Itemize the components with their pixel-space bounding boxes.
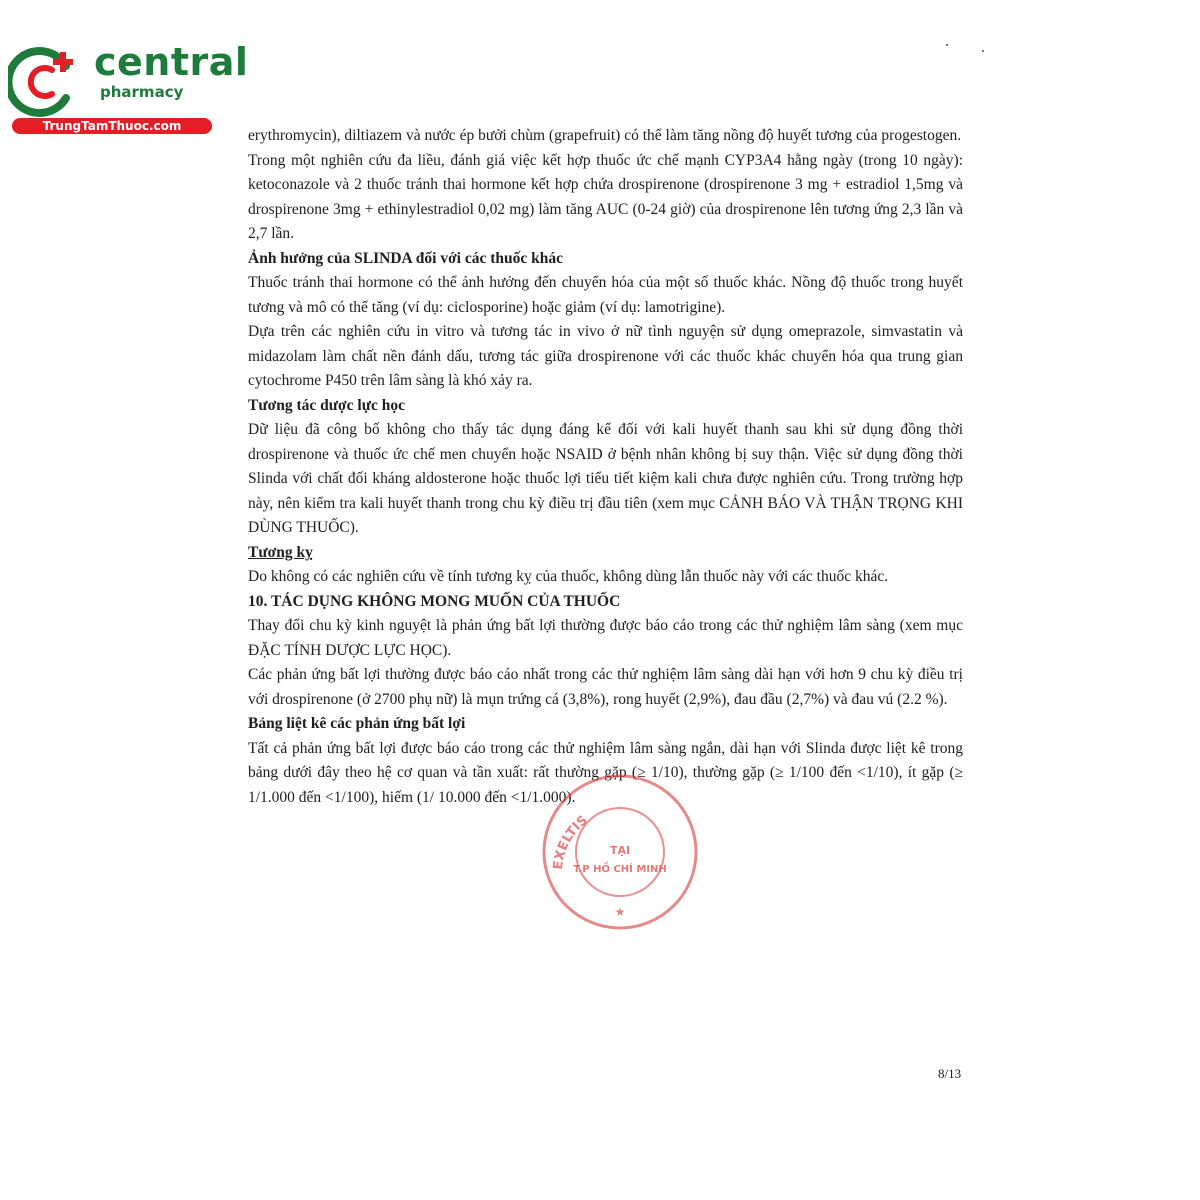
svg-text:EXELTIS <box>551 813 591 871</box>
section-heading: Tương kỵ <box>248 543 313 561</box>
scan-mark <box>946 44 948 46</box>
paragraph: Trong một nghiên cứu đa liều, đánh giá việc kết hợp thuốc ức chế mạnh CYP3A4 hằng ngày (trong 10 ngày): ketoconazole và 2 thuốc tránh thai hormone kết hợp chứa drospirenone (drospirenone 3 mg + estradiol 1,5mg và drospirenone 3mg + ethinylestradiol 0,02 mg) làm tăng AUC (0-24 giờ) của drospirenone lên tương ứng 2,3 lần và 2,7 lần. <box>248 151 963 242</box>
paragraph: Thay đổi chu kỳ kinh nguyệt là phản ứng bất lợi thường được báo cáo trong các thử nghiệm lâm sàng (xem mục ĐẶC TÍNH DƯỢC LỰC HỌC). <box>248 617 963 659</box>
pharmacy-plus-icon <box>8 36 92 120</box>
official-stamp <box>538 770 703 935</box>
document-body <box>248 124 963 810</box>
section-heading: Bảng liệt kê các phản ứng bất lợi <box>248 715 466 732</box>
logo-brand-name: central <box>94 40 249 84</box>
section-heading: Ảnh hưởng của SLINDA đối với các thuốc khác <box>248 249 564 267</box>
paragraph: Dữ liệu đã công bố không cho thấy tác dụng đáng kể đối với kali huyết thanh sau khi sử dụng đồng thời drospirenone và thuốc ức chế men chuyển hoặc NSAID ở bệnh nhân không bị suy thận. Việc sử dụng đồng thời Slinda với chất đối kháng aldosterone hoặc thuốc lợi tiểu tiết kiệm kali chưa được nghiên cứu. Trong trường hợp này, nên kiểm tra kali huyết thanh trong chu kỳ điều trị đầu tiên (xem mục CẢNH BÁO VÀ THẬN TRỌNG KHI DÙNG THUỐC). <box>248 421 963 536</box>
page-number: 8/13 <box>938 1066 962 1081</box>
scan-mark <box>982 50 984 52</box>
stamp-ring-text: EXELTIS <box>550 812 591 871</box>
paragraph: Do không có các nghiên cứu về tính tương kỵ của thuốc, không dùng lẫn thuốc này với các thuốc khác. <box>248 568 889 585</box>
paragraph: Dựa trên các nghiên cứu in vitro và tương tác in vivo ở nữ tình nguyện sử dụng omeprazole, simvastatin và midazolam làm chất nền đánh dấu, tương tác giữa drospirenone với các thuốc khác chuyển hóa qua trung gian cytochrome P450 trên lâm sàng là khó xảy ra. <box>248 323 963 389</box>
logo-website-url: TrungTamThuoc.com <box>12 118 212 134</box>
central-pharmacy-logo <box>8 36 249 136</box>
paragraph: Các phản ứng bất lợi thường được báo cáo nhất trong các thử nghiệm lâm sàng dài hạn với hơn 9 chu kỳ điều trị với drospirenone (ở 2700 phụ nữ) là mụn trứng cá (3,8%), rong huyết (2,9%), đau đầu (2,7%) và đau vú (2.2 %). <box>248 666 963 708</box>
stamp-line-2: T.P HỒ CHÍ MINH <box>573 864 667 875</box>
paragraph: Tất cả phản ứng bất lợi được báo cáo trong các thử nghiệm lâm sàng ngắn, dài hạn với Slinda được liệt kê trong bảng dưới đây theo hệ cơ quan và tần xuất: rất thường gặp (≥ 1/10), thường gặp (≥ 1/100 đến <1/10), ít gặp (≥ 1/1.000 đến <1/100), hiếm (1/ 10.000 đến <1/1.000). <box>248 739 963 806</box>
logo-subtitle: pharmacy <box>100 83 184 101</box>
stamp-line-1: TẠI <box>609 844 631 857</box>
section-heading: Tương tác dược lực học <box>248 396 406 414</box>
paragraph: Thuốc tránh thai hormone có thể ảnh hưởng đến chuyển hóa của một số thuốc khác. Nồng độ thuốc trong huyết tương và mô có thể tăng (ví dụ: ciclosporine) hoặc giảm (ví dụ: lamotrigine). <box>248 274 963 316</box>
paragraph: erythromycin), diltiazem và nước ép bưởi chùm (grapefruit) có thể làm tăng nồng độ huyết tương của progestogen. <box>248 127 962 144</box>
section-title: 10. TÁC DỤNG KHÔNG MONG MUỐN CỦA THUỐC <box>248 592 621 610</box>
svg-text:★: ★ <box>614 905 626 919</box>
